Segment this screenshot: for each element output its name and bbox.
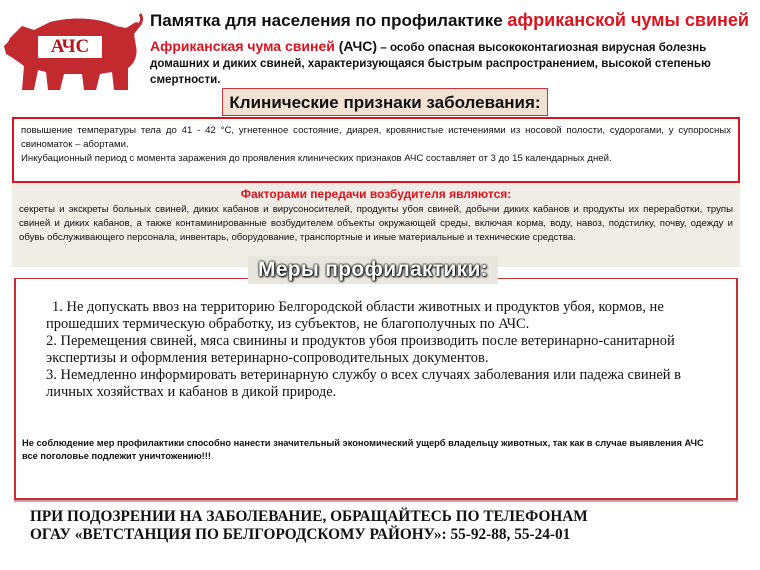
prevention-item-3: 3. Немедленно информировать ветеринарную службу о всех случаях заболевания или падежа свиней в личных хозяйствах и кабанов в дикой природе. <box>46 367 682 400</box>
intro-dark: (АЧС) <box>338 38 378 54</box>
contact-footer <box>30 508 740 544</box>
divider <box>14 500 738 502</box>
prevention-title: Меры профилактики: <box>248 256 498 284</box>
footer-line-1: ПРИ ПОДОЗРЕНИИ НА ЗАБОЛЕВАНИЕ, ОБРАЩАЙТЕСЬ ПО ТЕЛЕФОНАМ <box>30 508 588 525</box>
clinical-title-box <box>222 88 548 116</box>
clinical-line-1: повышение температуры тела до 41 - 42 °С, угнетенное состояние, диарея, кровянистые истечениями из носовой полости, судорогами, у супоросных свиноматок – абортами. <box>21 125 731 150</box>
factors-text: секреты и экскреты больных свиней, диких кабанов и вирусоносителей, продукты убоя свиней, добычи диких кабанов и продукты их переработки, трупы свиней и диких кабанов, а также контаминированные возбудителем объекты окружающей среды, включая корма, воду, навоз, подстилку, почву, одежду и обувь обслуживающего персонала, инвентарь, оборудование, транспортные и иные материальные и технические средства. <box>19 204 733 243</box>
clinical-title: Клинические признаки заболевания: <box>229 93 541 112</box>
logo-label: АЧС <box>38 36 102 58</box>
footer-line-2: ОГАУ «ВЕТСТАНЦИЯ ПО БЕЛГОРОДСКОМУ РАЙОНУ»: 55-92-88, 55-24-01 <box>30 526 571 543</box>
clinical-line-2: Инкубационный период с момента заражения до проявления клинических признаков АЧС составляет от 3 до 15 календарных дней. <box>21 153 612 164</box>
factors-title: Факторами передачи возбудителя являются: <box>240 187 512 201</box>
page-title <box>150 10 749 31</box>
prevention-box <box>14 278 738 500</box>
clinical-signs-box <box>12 117 740 183</box>
prevention-warning: Не соблюдение мер профилактики способно нанести значительный экономический ущерб владельцу животных, так как в случае выявления АЧС все поголовье подлежит уничтожению!!! <box>22 438 704 461</box>
title-red: африканской чумы свиней <box>507 10 749 30</box>
prevention-list <box>46 299 716 401</box>
prevention-item-1: 1. Не допускать ввоз на территорию Белгородской области животных и продуктов убоя, кормов, не прошедших термическую обработку, из субъектов, не благополучных по АЧС. <box>46 299 664 332</box>
intro-text: – особо опасная высококонтагиозная вирусная болезнь домашних и диких свиней, характеризующаяся быстрым распространением, высокой степенью смертности. <box>150 41 711 86</box>
intro-red: Африканская чума свиней <box>150 38 339 54</box>
factors-box <box>12 183 740 267</box>
title-black: Памятка для населения по профилактике <box>150 11 508 30</box>
prevention-item-2: 2. Перемещения свиней, мяса свинины и продуктов убоя производить после ветеринарно-санитарной экспертизы и оформления ветеринарно-сопроводительных документов. <box>46 333 675 366</box>
intro-paragraph <box>150 38 742 88</box>
